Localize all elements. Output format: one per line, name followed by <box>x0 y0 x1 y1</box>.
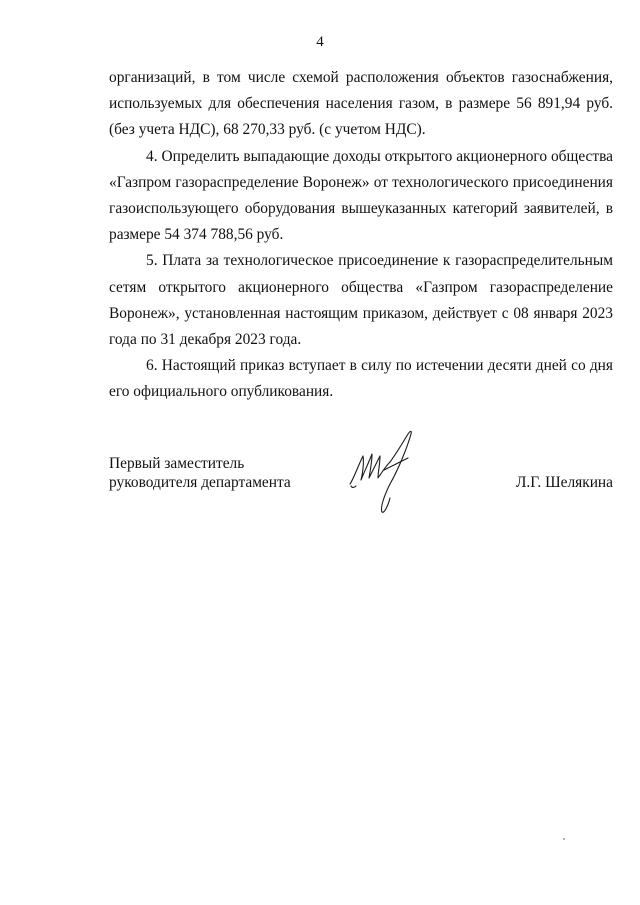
signer-name: Л.Г. Шелякина <box>515 474 613 491</box>
paragraph-item-6: 6. Настоящий приказ вступает в силу по истечении десяти дней со дня его официального опубликования. <box>109 357 613 401</box>
handwritten-signature <box>344 428 444 528</box>
paragraph-continuation: организаций, в том числе схемой расположения объектов газоснабжения, используемых для обеспечения населения газом, в размере 56 891,94 руб. (без учета НДС), 68 270,33 руб. (с учетом НДС). <box>109 69 613 139</box>
page-number: 4 <box>316 34 324 50</box>
signature-block <box>109 454 613 544</box>
signer-title-line-1: Первый заместитель <box>109 455 245 472</box>
scan-speck <box>563 838 565 840</box>
signer-title-line-2: руководителя департамента <box>109 474 291 491</box>
paragraph-item-4: 4. Определить выпадающие доходы открытого акционерного общества «Газпром газораспределение Воронеж» от технологического присоединения газоиспользующего оборудования вышеуказанных категорий заявителей, в размере 54 374 788,56 руб. <box>109 147 613 244</box>
signer-title <box>109 454 291 492</box>
paragraph-item-5: 5. Плата за технологическое присоединение к газораспределительным сетям открытого акционерного общества «Газпром газораспределение Воронеж», установленная настоящим приказом, действует с 08 января 2023 года по 31 декабря 2023 года. <box>109 252 613 349</box>
document-body <box>109 65 613 406</box>
